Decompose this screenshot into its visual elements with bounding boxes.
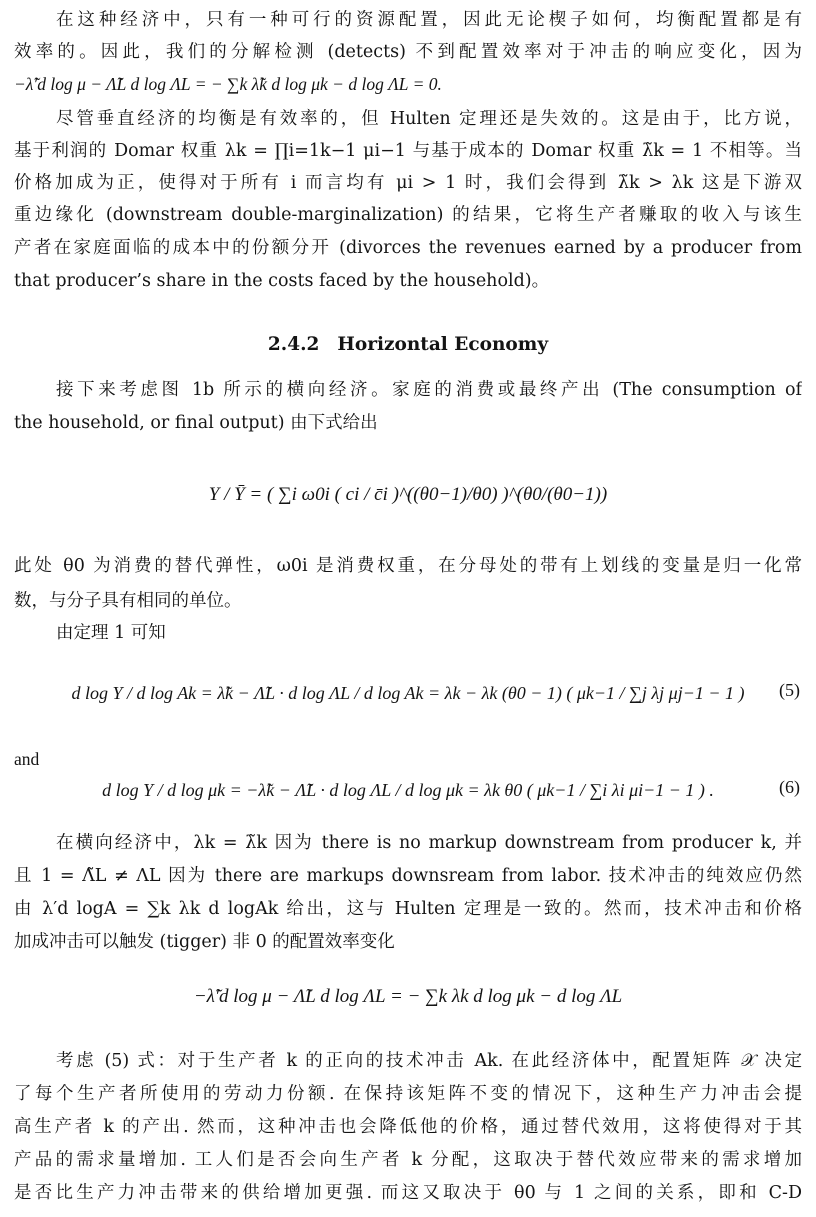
text-line: 由 λ′d logA = ∑k λk d logAk 给出，这与 Hulten 定理是一致的。然而，技术冲击和价格 <box>14 899 802 919</box>
text-line: 数，与分子具有相同的单位。 <box>14 591 242 611</box>
inline-equation: −λ̃′d log μ − Λ̃L d log ΛL = − ∑k λ̃k d log μk − d log ΛL = 0. <box>14 74 442 94</box>
equation-5: d log Y / d log Ak = λ̃k − Λ̃L · d log ΛL / d log Ak = λk − λk (θ0 − 1) ( μk−1 / ∑j λj μj−1 − 1 ) <box>71 683 745 703</box>
text-line: 重边缘化 (downstream double-marginalization) 的结果，它将生产者赚取的收入与该生 <box>14 205 802 225</box>
text-line: 高生产者 k 的产出. 然而，这种冲击也会降低他的价格，通过替代效用，这将使得对于其 <box>14 1117 802 1137</box>
text-line: 在这种经济中，只有一种可行的资源配置，因此无论楔子如何，均衡配置都是有 <box>56 10 802 30</box>
text-line: 基于利润的 Domar 权重 λk = ∏i=1k−1 μi−1 与基于成本的 Domar 权重 λ̃k = 1 不相等。当 <box>14 141 802 161</box>
section-title: Horizontal Economy <box>337 334 549 355</box>
text-line: 价格加成为正，使得对于所有 i 而言均有 μi > 1 时，我们会得到 λ̃k > λk 这是下游双 <box>14 173 802 193</box>
text-line: 接下来考虑图 1b 所示的横向经济。家庭的消费或最终产出 (The consumption of <box>56 380 802 400</box>
text-line: 产者在家庭面临的成本中的份额分开 (divorces the revenues earned by a producer from <box>14 238 802 258</box>
equation-final-output: Y / Ȳ = ( ∑i ω0i ( ci / c̄i )^((θ0−1)/θ0) )^(θ0/(θ0−1)) <box>208 484 608 505</box>
connector-and: and <box>14 749 40 769</box>
section-heading <box>0 331 816 359</box>
text-line: 是否比生产力冲击带来的供给增加更强. 而这又取决于 θ0 与 1 之间的关系，即和 C-D <box>14 1183 802 1203</box>
text-line: that producer’s share in the costs faced by the household)。 <box>14 271 550 291</box>
equation-number-6: (6) <box>779 777 800 797</box>
text-line: 了每个生产者所使用的劳动力份额. 在保持该矩阵不变的情况下，这种生产力冲击会提 <box>14 1084 802 1104</box>
text-line: 考虑 (5) 式：对于生产者 k 的正向的技术冲击 Ak. 在此经济体中，配置矩阵 𝒳 决定 <box>56 1051 802 1071</box>
paragraph-theorem-ref: 由定理 1 可知 <box>56 623 166 643</box>
text-line: 效率的。因此，我们的分解检测 (detects) 不到配置效率对于冲击的响应变化，因为 <box>14 42 802 62</box>
text-line: the household, or final output) 由下式给出 <box>14 413 378 433</box>
text-line: 产品的需求量增加. 工人们是否会向生产者 k 分配，这取决于替代效应带来的需求增加 <box>14 1150 802 1170</box>
equation-allocative-efficiency: −λ̃′d log μ − Λ̃L d log ΛL = − ∑k λk d log μk − d log ΛL <box>193 986 623 1007</box>
text-line: 加成冲击可以触发 (tigger) 非 0 的配置效率变化 <box>14 932 395 952</box>
text-line: 在横向经济中，λk = λ̃k 因为 there is no markup downstream from producer k, 并 <box>56 833 802 853</box>
section-number: 2.4.2 <box>267 334 320 355</box>
text-line: 尽管垂直经济的均衡是有效率的，但 Hulten 定理还是失效的。这是由于，比方说， <box>56 109 802 129</box>
equation-6: d log Y / d log μk = −λ̃k − Λ̃L · d log ΛL / d log μk = λk θ0 ( μk−1 / ∑i λi μi−1 − 1 ) . <box>102 780 714 800</box>
equation-number-5: (5) <box>779 680 800 700</box>
text-line: 且 1 = Λ̃L ≠ ΛL 因为 there are markups downsream from labor. 技术冲击的纯效应仍然 <box>14 866 802 886</box>
text-line: 此处 θ0 为消费的替代弹性，ω0i 是消费权重，在分母处的带有上划线的变量是归一化常 <box>14 556 802 576</box>
